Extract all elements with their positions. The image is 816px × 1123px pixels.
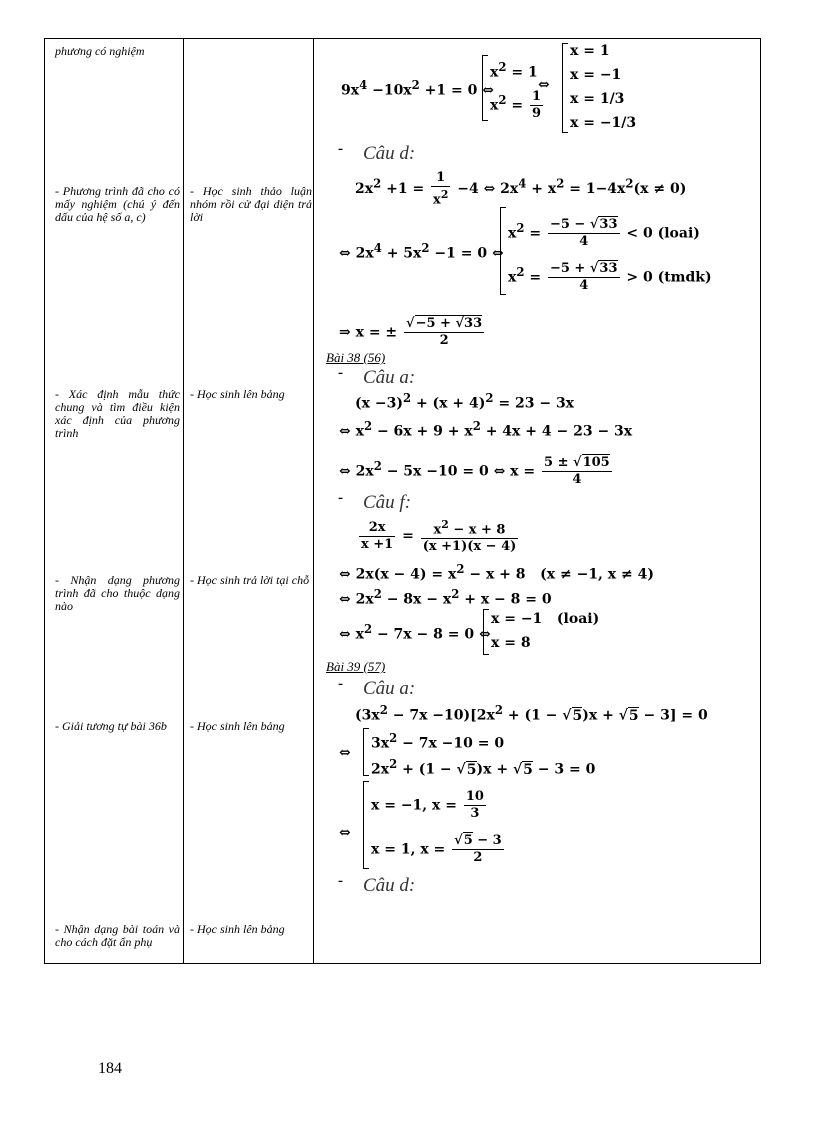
section-heading: Câu d:: [363, 875, 416, 896]
formula: x = −1/3: [570, 115, 637, 131]
teacher-activity: - Nhận dạng bài toán và cho cách đặt ẩn phụ: [55, 922, 180, 949]
formula: ⇔: [339, 825, 351, 841]
formula: x = 1/3: [570, 91, 625, 107]
teacher-activity: phương có nghiệm: [55, 44, 145, 58]
section-heading: Câu a:: [363, 678, 416, 699]
formula: $(x -3)^2 + (x + 4)^2 = 23 - 3x$: [355, 391, 575, 412]
teacher-activity: - Phương trình đã cho có mấy nghiệm (chú ý đến dấu của hệ số a, c): [55, 184, 180, 224]
bracket: [483, 609, 489, 655]
teacher-activity: - Giải tương tự bài 36b: [55, 719, 167, 733]
formula: x = 8: [491, 635, 531, 651]
formula: ⇔ $2x^2 - 8x - x^2 + x - 8 = 0$: [339, 587, 552, 608]
formula: x = 1: [570, 43, 610, 59]
formula: $x^2$ = $\frac{-5 + √33}{4}$ > 0 (tmdk): [508, 261, 712, 293]
student-activity: - Học sinh trả lời tại chỗ: [190, 573, 310, 587]
bullet-dash: -: [338, 141, 343, 157]
formula: $(3x^2 - 7x -10)[2x^2 + (1 - √5)x + √5 - 3] = 0$: [355, 703, 708, 724]
bracket: [500, 207, 506, 295]
formula: $\frac{2x}{x +1}$ = $\frac{x^2 - x + 8}{(x +1)(x - 4)}$: [361, 518, 517, 555]
formula: ⇔ $2x^4 + 5x^2 -1 = 0$ ⇔: [339, 241, 504, 262]
page-number: 184: [98, 1060, 122, 1077]
teacher-activity: - Nhận dạng phương trình đã cho thuộc dạng nào: [55, 573, 180, 613]
bracket: [562, 43, 568, 133]
section-heading: Câu d:: [363, 143, 416, 164]
section-heading: Câu f:: [363, 492, 412, 513]
bullet-dash: -: [338, 676, 343, 692]
student-activity: - Học sinh lên bảng: [190, 719, 285, 733]
exercise-title: Bài 38 (56): [326, 350, 386, 365]
section-heading: Câu a:: [363, 367, 416, 388]
bullet-dash: -: [338, 365, 343, 381]
formula: ⇔ $2x^2 - 5x -10 = 0$ ⇔ x = $\frac{5 \pm √105}{4}$: [339, 455, 610, 487]
bracket: [482, 55, 488, 121]
lesson-table: [44, 38, 761, 964]
column-divider: [313, 39, 314, 963]
exercise-title: Bài 39 (57): [326, 659, 386, 674]
formula: $3x^2 - 7x -10 = 0$: [371, 731, 505, 752]
formula: $2x^2 +1$ = $\frac{1}{x^2}$ −4 ⇔ $2x^4 + x^2 = 1-4x^2(x \ne 0)$: [355, 170, 687, 208]
student-activity: - Học sinh lên bảng: [190, 922, 285, 936]
formula: ⇔: [339, 745, 351, 761]
bracket: [363, 728, 369, 776]
formula: $x^2 = 1$: [490, 60, 538, 81]
formula: ⇒ x = ± $\frac{√-5 + √33}{2}$: [339, 316, 483, 348]
teacher-activity: - Xác định mẫu thức chung và tìm điều kiện xác định của phương trình: [55, 387, 180, 440]
formula: ⇔ $x^2 - 6x + 9 + x^2 + 4x + 4 - 23 - 3x$: [339, 419, 633, 440]
bullet-dash: -: [338, 873, 343, 889]
formula: $2x^2 + (1 - √5)x + √5 - 3 = 0$: [371, 757, 596, 778]
formula: x = 1, x = $\frac{√5 - 3}{2}$: [371, 833, 502, 865]
formula: ⇔: [538, 77, 550, 93]
formula: $9x^4 -10x^2 +1 = 0$ ⇔: [341, 78, 494, 99]
formula: $x^2$ = $\frac{-5 - √33}{4}$ < 0 (loai): [508, 217, 700, 249]
formula: $x^2$ = $\frac{1}{9}$: [490, 89, 542, 121]
formula: x = −1 (loai): [491, 611, 600, 627]
column-divider: [183, 39, 184, 963]
student-activity: - Học sinh thảo luận nhóm rồi cử đại diện trả lời: [190, 184, 312, 224]
formula: ⇔ $x^2 - 7x - 8 = 0$ ⇔: [339, 622, 491, 643]
student-activity: - Học sinh lên bảng: [190, 387, 285, 401]
bracket: [363, 781, 369, 869]
formula: x = −1, x = $\frac{10}{3}$: [371, 789, 484, 821]
formula: x = −1: [570, 67, 622, 83]
bullet-dash: -: [338, 490, 343, 506]
formula: ⇔ $2x(x - 4) = x^2 - x + 8$ (x ≠ −1, x ≠ 4): [339, 562, 654, 583]
